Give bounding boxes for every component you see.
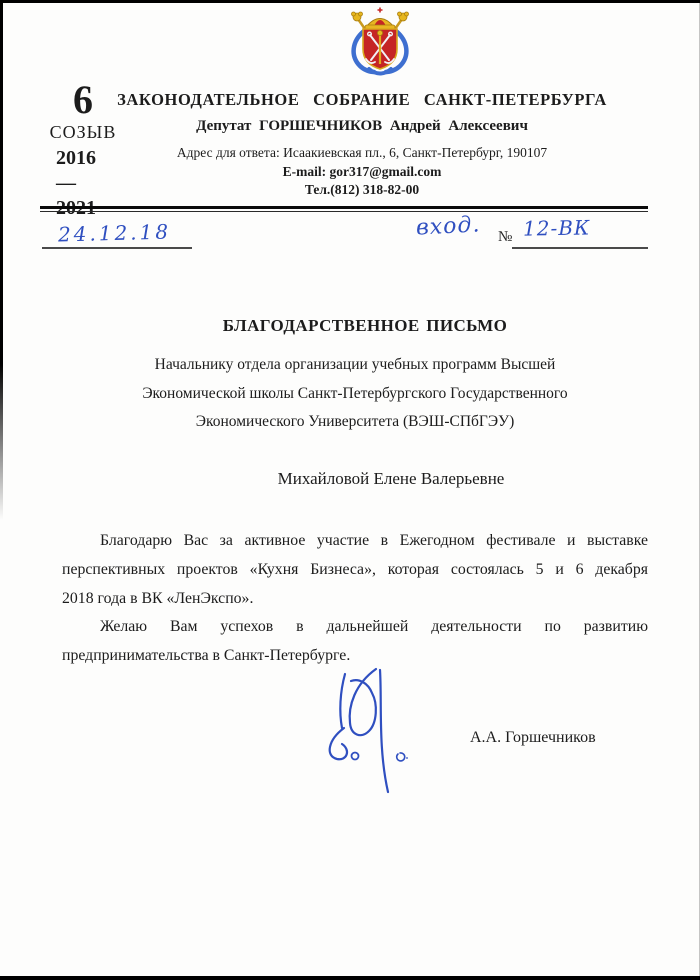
handwritten-incoming-mark: вход. xyxy=(415,212,482,241)
letter-title: БЛАГОДАРСТВЕННОЕ ПИСЬМО xyxy=(222,316,508,335)
reply-address-line: Адрес для ответа: Исаакиевская пл., 6, Санкт-Петербург, 190107 xyxy=(176,145,548,160)
email-line: E-mail: gor317@gmail.com xyxy=(282,164,442,179)
addressee-line: Экономической школы Санкт-Петербургского Государственного xyxy=(142,384,568,402)
body-line: перспективных проектов «Кухня Бизнеса», которая состоялась 5 и 6 декабря xyxy=(62,560,648,578)
organization-title: ЗАКОНОДАТЕЛЬНОЕ СОБРАНИЕ САНКТ-ПЕТЕРБУРГА xyxy=(117,90,607,109)
signer-name: А.А. Горшечников xyxy=(470,729,596,746)
number-underline xyxy=(512,247,648,249)
number-sign: № xyxy=(498,229,513,245)
addressee-line: Экономического Университета (ВЭШ-СПбГЭУ) xyxy=(195,413,515,430)
letterhead-divider xyxy=(40,206,648,212)
handwritten-registration-number: 12-ВК xyxy=(522,215,591,241)
deputy-name-line: Депутат ГОРШЕЧНИКОВ Андрей Алексеевич xyxy=(196,118,528,134)
handwritten-date: 24.12.18 xyxy=(57,219,172,247)
addressee-line: Начальнику отдела организации учебных программ Высшей xyxy=(154,356,556,373)
convocation-years-end: 2021 xyxy=(56,197,96,219)
convocation-label: СОЗЫВ xyxy=(49,122,117,142)
body-line: 2018 года в ВК «ЛенЭкспо». xyxy=(62,589,254,607)
scan-border-left xyxy=(0,0,3,520)
addressee-block xyxy=(62,351,648,437)
scan-border-top xyxy=(0,0,700,3)
scan-border-bottom xyxy=(0,976,700,980)
coat-of-arms-icon xyxy=(344,6,416,78)
letter-body xyxy=(62,527,648,671)
convocation-number: 6 xyxy=(73,77,93,122)
body-line: предпринимательства в Санкт-Петербурге. xyxy=(62,647,351,665)
date-underline xyxy=(42,247,192,249)
phone-line: Тел.(812) 318-82-00 xyxy=(304,182,420,197)
signature-ink xyxy=(324,666,420,794)
convocation-years-start: 2016 — xyxy=(56,147,96,194)
body-line: Желаю Вам успехов в дальнейшей деятельности по развитию xyxy=(100,618,648,636)
body-line: Благодарю Вас за активное участие в Ежегодном фестивале и выставке xyxy=(100,532,648,549)
addressee-name: Михайловой Елене Валерьевне xyxy=(277,469,505,488)
